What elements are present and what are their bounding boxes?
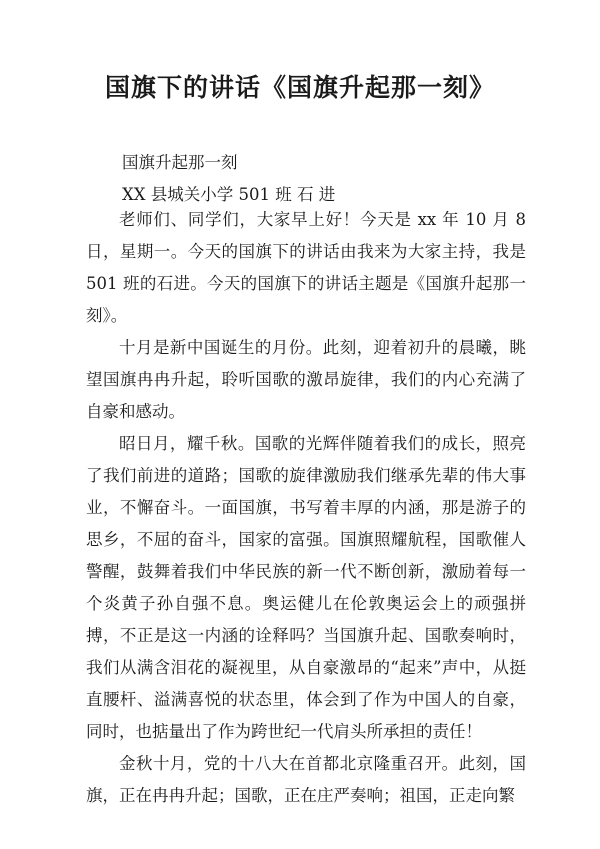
paragraph-3: 昭日月，耀千秋。国歌的光辉伴随着我们的成长，照亮了我们前进的道路；国歌的旋律激励我们继承先辈的伟大事业，不懈奋斗。一面国旗，书写着丰厚的内涵，那是游子的思乡，不屈的奋斗，国家的富强。国旗照耀航程，国歌催人警醒，鼓舞着我们中华民族的新一代不断创新，激励着每一个炎黄子孙自强不息。奥运健儿在伦敦奥运会上的顽强拼搏，不正是这一内涵的诠释吗？当国旗升起、国歌奏响时，我们从满含泪花的凝视里，从自豪激昂的“起来”声中，从挺直腰杆、溢满喜悦的状态里，体会到了作为中国人的自豪，同时，也掂量出了作为跨世纪一代肩头所承担的责任！ [86, 434, 526, 741]
paragraph-2: 十月是新中国诞生的月份。此刻，迎着初升的晨曦，眺望国旗冉冉升起，聆听国歌的激昂旋律，我们的内心充满了自豪和感动。 [86, 338, 526, 421]
paragraph-4: 金秋十月，党的十八大在首都北京隆重召开。此刻，国旗，正在冉冉升起；国歌，正在庄严奏响；祖国，正走向繁 [86, 754, 526, 805]
paragraph-1: 老师们、同学们，大家早上好！今天是 xx 年 10 月 8 日，星期一。今天的国旗下的讲话由我来为大家主持，我是 501 班的石进。今天的国旗下的讲话主题是《国旗升起那一刻》。 [86, 210, 526, 325]
speech-body [86, 204, 526, 812]
author-line: XX 县城关小学 501 班 石 进 [122, 185, 336, 204]
document-title: 国旗下的讲话《国旗升起那一刻》 [104, 73, 495, 102]
speech-subtitle: 国旗升起那一刻 [122, 153, 238, 172]
